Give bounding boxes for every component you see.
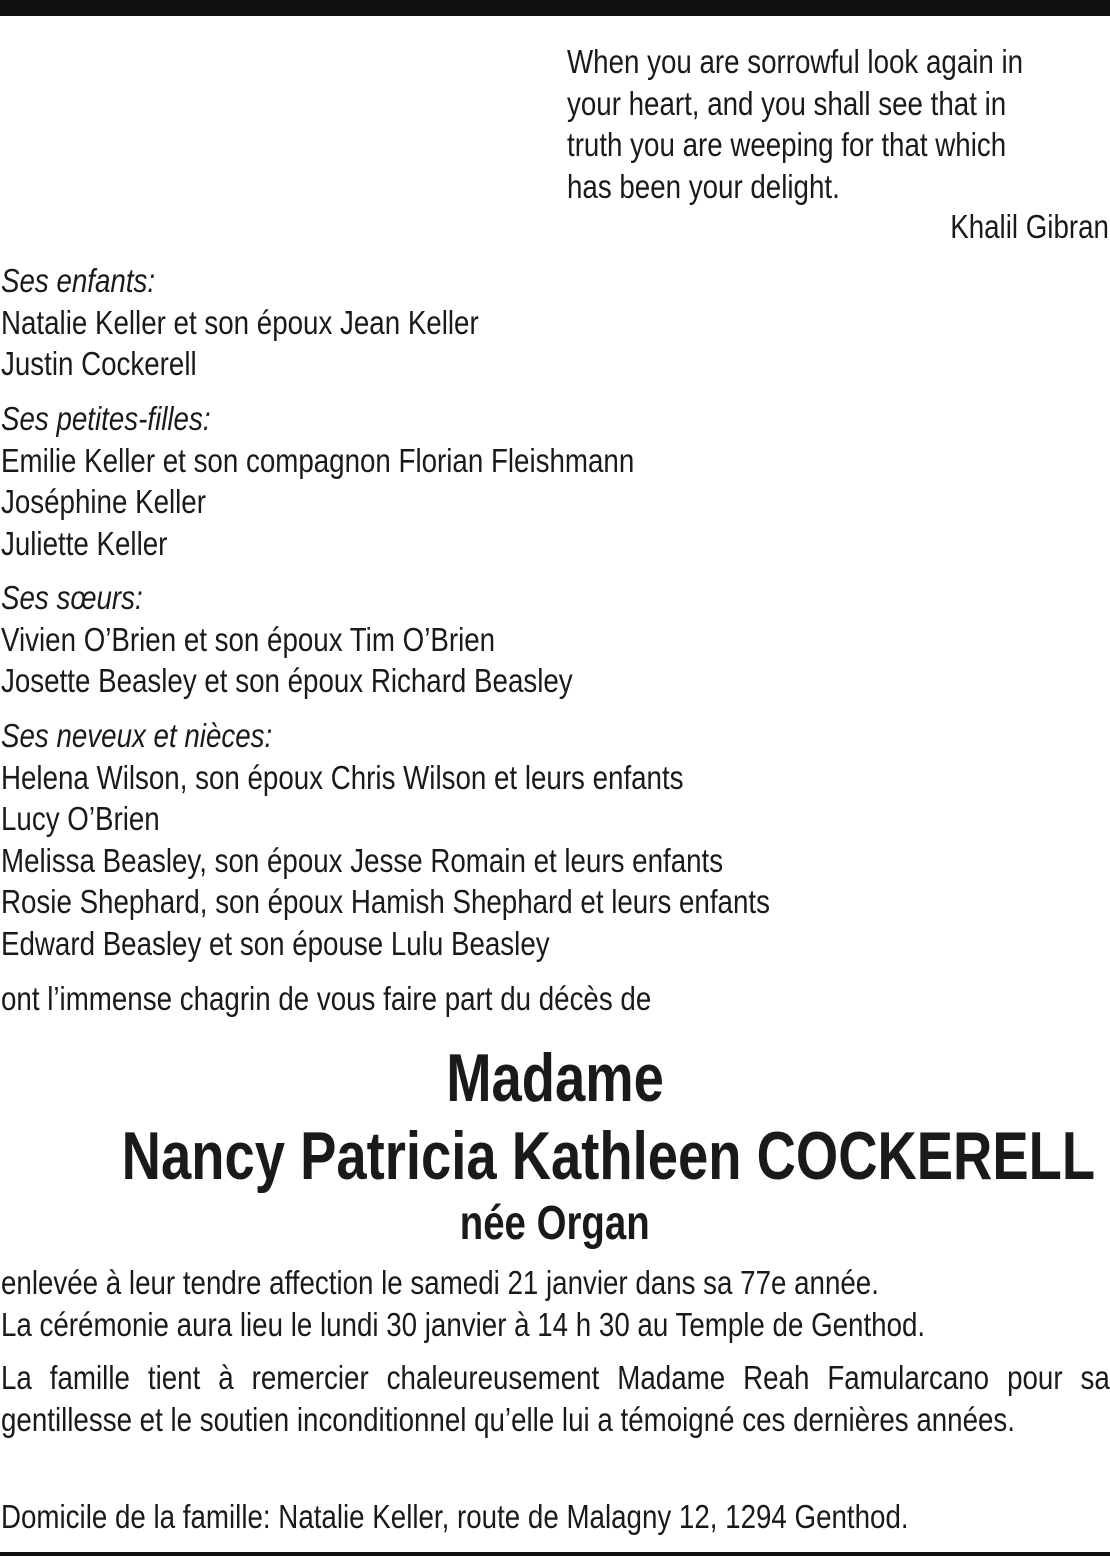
family-member-line: Joséphine Keller bbox=[1, 483, 206, 520]
nephews-nieces-group bbox=[1, 715, 770, 964]
thanks-paragraph: La famille tient à remercier chaleureusement Madame Reah Famularcano pour sa gentillesse et le soutien inconditionnel qu’elle lui a témoigné ces dernières années. bbox=[1, 1359, 1110, 1438]
children-heading: Ses enfants: bbox=[1, 262, 156, 299]
deceased-name-text: Nancy Patricia Kathleen COCKERELL bbox=[121, 1118, 1096, 1194]
family-member-line: Melissa Beasley, son époux Jesse Romain et leurs enfants bbox=[1, 841, 724, 879]
quote-line: has been your delight. bbox=[567, 167, 840, 205]
top-border-rule bbox=[0, 0, 1110, 16]
bottom-border-rule bbox=[0, 1552, 1110, 1556]
family-address: Domicile de la famille: Natalie Keller, route de Malagny 12, 1294 Genthod. bbox=[1, 1498, 909, 1535]
family-member-line: Edward Beasley et son épouse Lulu Beasley bbox=[1, 924, 550, 962]
deceased-name bbox=[0, 1118, 1110, 1194]
granddaughters-group bbox=[1, 398, 634, 564]
deceased-maiden-name-text: née Organ bbox=[460, 1197, 650, 1250]
deceased-title-text: Madame bbox=[446, 1040, 664, 1116]
family-member-line: Rosie Shephard, son époux Hamish Shephard et leurs enfants bbox=[1, 883, 770, 920]
ceremony-line: La cérémonie aura lieu le lundi 30 janvier à 14 h 30 au Temple de Genthod. bbox=[1, 1305, 926, 1343]
ceremony-details bbox=[1, 1262, 925, 1345]
family-member-line: Natalie Keller et son époux Jean Keller bbox=[1, 303, 479, 341]
deceased-maiden-name bbox=[0, 1196, 1110, 1252]
family-member-line: Helena Wilson, son époux Chris Wilson et leurs enfants bbox=[1, 758, 684, 796]
family-member-line: Juliette Keller bbox=[1, 524, 168, 562]
quote-author: Khalil Gibran bbox=[950, 208, 1109, 245]
sisters-heading: Ses sœurs: bbox=[1, 579, 143, 616]
passing-date-line: enlevée à leur tendre affection le samedi 21 janvier dans sa 77e année. bbox=[1, 1264, 879, 1301]
quote-line: truth you are weeping for that which bbox=[567, 126, 1007, 163]
family-member-line: Emilie Keller et son compagnon Florian Fleishmann bbox=[1, 441, 635, 479]
family-member-line: Justin Cockerell bbox=[1, 345, 197, 382]
nephews-nieces-heading: Ses neveux et nièces: bbox=[1, 717, 273, 754]
sisters-group bbox=[1, 577, 573, 702]
epigraph-quote bbox=[567, 41, 1037, 207]
family-member-line: Josette Beasley et son époux Richard Beasley bbox=[1, 662, 573, 699]
announcement-text: ont l’immense chagrin de vous faire part du décès de bbox=[1, 980, 652, 1017]
quote-line: your heart, and you shall see that in bbox=[567, 84, 1007, 122]
granddaughters-heading: Ses petites-filles: bbox=[1, 400, 211, 437]
children-group bbox=[1, 260, 479, 385]
quote-line: When you are sorrowful look again in bbox=[567, 43, 1024, 80]
family-member-line: Vivien O’Brien et son époux Tim O’Brien bbox=[1, 620, 496, 658]
family-member-line: Lucy O’Brien bbox=[1, 800, 160, 837]
deceased-title bbox=[0, 1040, 1110, 1116]
